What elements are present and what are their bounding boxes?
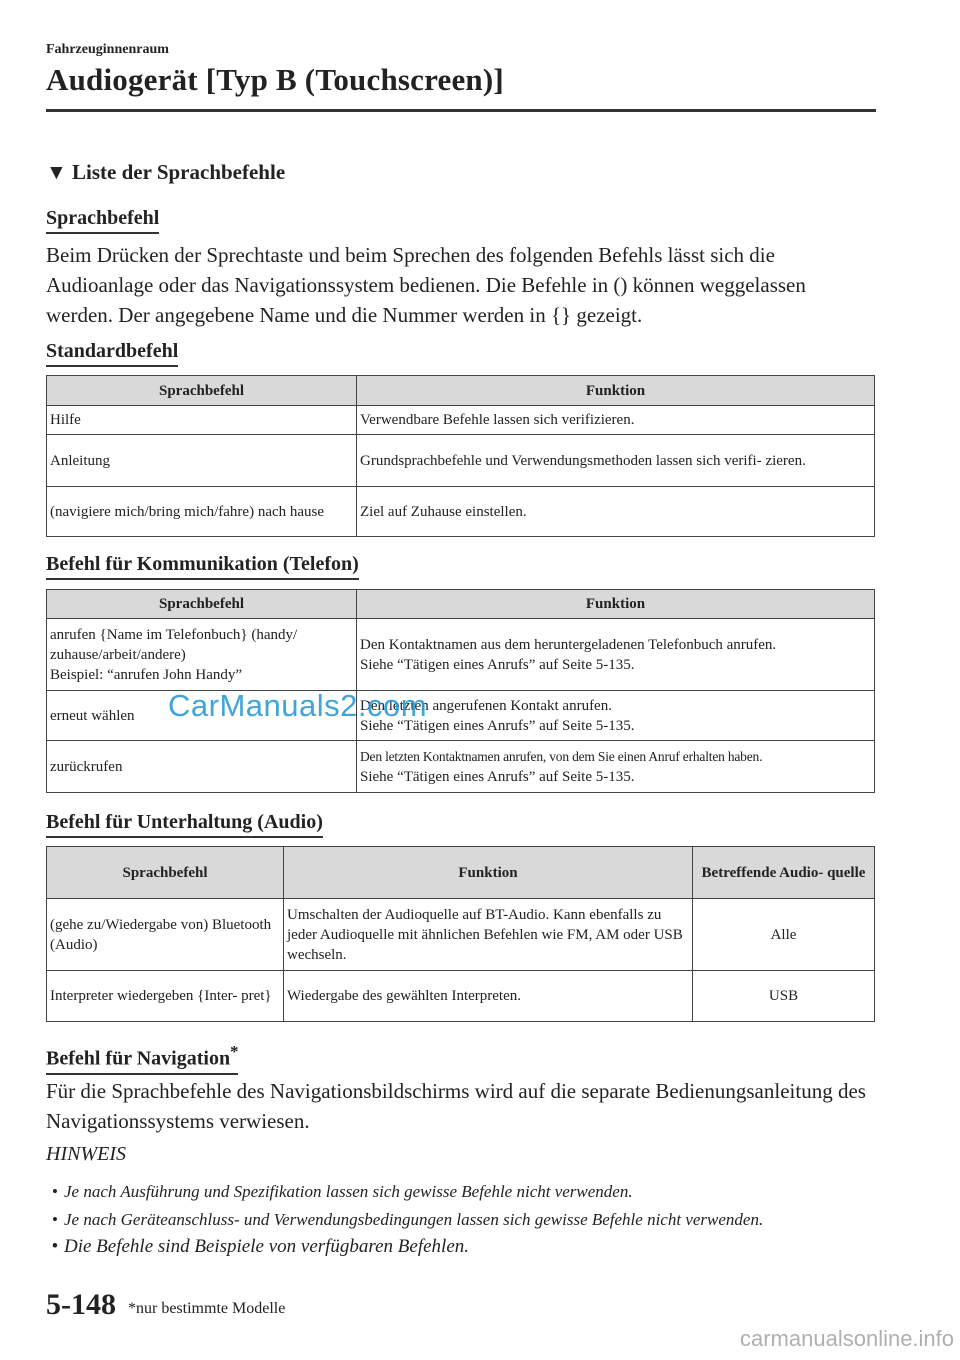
function-cell: Grundsprachbefehle und Verwendungsmethoden lassen sich verifi- zieren. — [357, 435, 875, 487]
function-cell: Ziel auf Zuhause einstellen. — [357, 487, 875, 537]
table-row — [47, 406, 875, 435]
command-example: Beispiel: “anrufen John Handy” — [50, 666, 243, 683]
footnote: *nur bestimmte Modelle — [128, 1300, 286, 1317]
function-cell — [357, 741, 875, 793]
note-text: Die Befehle sind Beispiele von verfügbaren Befehlen. — [64, 1236, 470, 1257]
command-cell: erneut wählen — [47, 691, 357, 741]
function-cell: Umschalten der Audioquelle auf BT-Audio. Kann ebenfalls zu jeder Audioquelle mit ähnlichen Befehlen wie FM, AM oder USB wechseln. — [284, 899, 693, 971]
command-cell: (navigiere mich/bring mich/fahre) nach hause — [47, 487, 357, 537]
note-title: HINWEIS — [46, 1143, 126, 1165]
table-row — [47, 899, 875, 971]
list-heading — [46, 160, 285, 185]
audio-heading: Befehl für Unterhaltung (Audio) — [46, 809, 323, 838]
navigation-paragraph: Für die Sprachbefehle des Navigationsbildschirms wird auf die separate Bedienungsanleitung des Navigationssystems verwiesen. — [46, 1079, 866, 1133]
note-item — [46, 1210, 763, 1230]
bullet-icon: • — [52, 1182, 58, 1201]
page-reference: Siehe “Tätigen eines Anrufs” auf Seite 5-135. — [360, 768, 635, 785]
function-cell — [357, 691, 875, 741]
table-row — [47, 741, 875, 793]
section-label: Fahrzeuginnenraum — [46, 42, 169, 57]
table-row — [47, 487, 875, 537]
function-cell: Wiedergabe des gewählten Interpreten. — [284, 971, 693, 1022]
bullet-icon: • — [52, 1210, 58, 1229]
source-cell: Alle — [693, 899, 875, 971]
function-text: Den letzten Kontaktnamen anrufen, von dem Sie einen Anruf erhalten haben. — [360, 748, 763, 764]
source-cell: USB — [693, 971, 875, 1022]
navigation-heading-text: Befehl für Navigation — [46, 1047, 231, 1070]
table-row — [47, 435, 875, 487]
column-header: Sprachbefehl — [47, 847, 284, 899]
site-watermark: carmanualsonline.info — [740, 1326, 955, 1351]
navigation-heading — [46, 1039, 238, 1075]
function-cell: Verwendbare Befehle lassen sich verifizieren. — [357, 406, 875, 435]
page-number: 5-148 — [46, 1288, 116, 1321]
sprachbefehl-heading: Sprachbefehl — [46, 205, 159, 234]
page-title: Audiogerät [Typ B (Touchscreen)] — [46, 62, 504, 97]
column-header: Sprachbefehl — [47, 590, 357, 619]
bullet-icon: • — [51, 1236, 59, 1257]
list-heading-text: Liste der Sprachbefehle — [72, 160, 286, 184]
telefon-heading: Befehl für Kommunikation (Telefon) — [46, 551, 359, 580]
function-text: Den letzten angerufenen Kontakt anrufen. — [360, 697, 612, 714]
column-header: Betreffende Audio- quelle — [693, 847, 875, 899]
column-header: Funktion — [357, 376, 875, 406]
standard-table — [46, 375, 875, 537]
footnote-marker: * — [230, 1042, 239, 1061]
command-cell: Interpreter wiedergeben {Inter- pret} — [47, 971, 284, 1022]
command-cell: zurückrufen — [47, 741, 357, 793]
audio-table — [46, 846, 875, 1022]
table-row — [47, 971, 875, 1022]
note-item — [46, 1182, 633, 1202]
note-item — [46, 1236, 469, 1258]
standard-heading: Standardbefehl — [46, 338, 178, 367]
page-reference: Siehe “Tätigen eines Anrufs” auf Seite 5-135. — [360, 717, 635, 734]
triangle-marker-icon: ▼ — [46, 160, 67, 184]
title-divider — [46, 109, 876, 112]
note-text: Je nach Ausführung und Spezifikation lassen sich gewisse Befehle nicht verwenden. — [64, 1182, 633, 1201]
sprachbefehl-paragraph: Beim Drücken der Sprechtaste und beim Sprechen des folgenden Befehls lässt sich die Audioanlage oder das Navigationssystem bedienen. Die Befehle in () können weggelassen werden. Der angegebene Name und die Nummer werden in {} gezeigt. — [46, 243, 806, 327]
page-reference: Siehe “Tätigen eines Anrufs” auf Seite 5-135. — [360, 656, 635, 673]
command-cell — [47, 619, 357, 691]
column-header: Funktion — [357, 590, 875, 619]
command-cell: (gehe zu/Wiedergabe von) Bluetooth (Audio) — [47, 899, 284, 971]
command-cell: Hilfe — [47, 406, 357, 435]
watermark-overlay: CarManuals2.com — [168, 688, 428, 723]
command-cell: Anleitung — [47, 435, 357, 487]
function-cell — [357, 619, 875, 691]
function-text: Den Kontaktnamen aus dem heruntergeladenen Telefonbuch anrufen. — [360, 636, 777, 653]
column-header: Sprachbefehl — [47, 376, 357, 406]
command-text: anrufen {Name im Telefonbuch} (handy/ zuhause/arbeit/andere) — [50, 626, 298, 663]
column-header: Funktion — [284, 847, 693, 899]
table-row — [47, 619, 875, 691]
note-text: Je nach Geräteanschluss- und Verwendungsbedingungen lassen sich gewisse Befehle nicht verwenden. — [64, 1210, 764, 1229]
